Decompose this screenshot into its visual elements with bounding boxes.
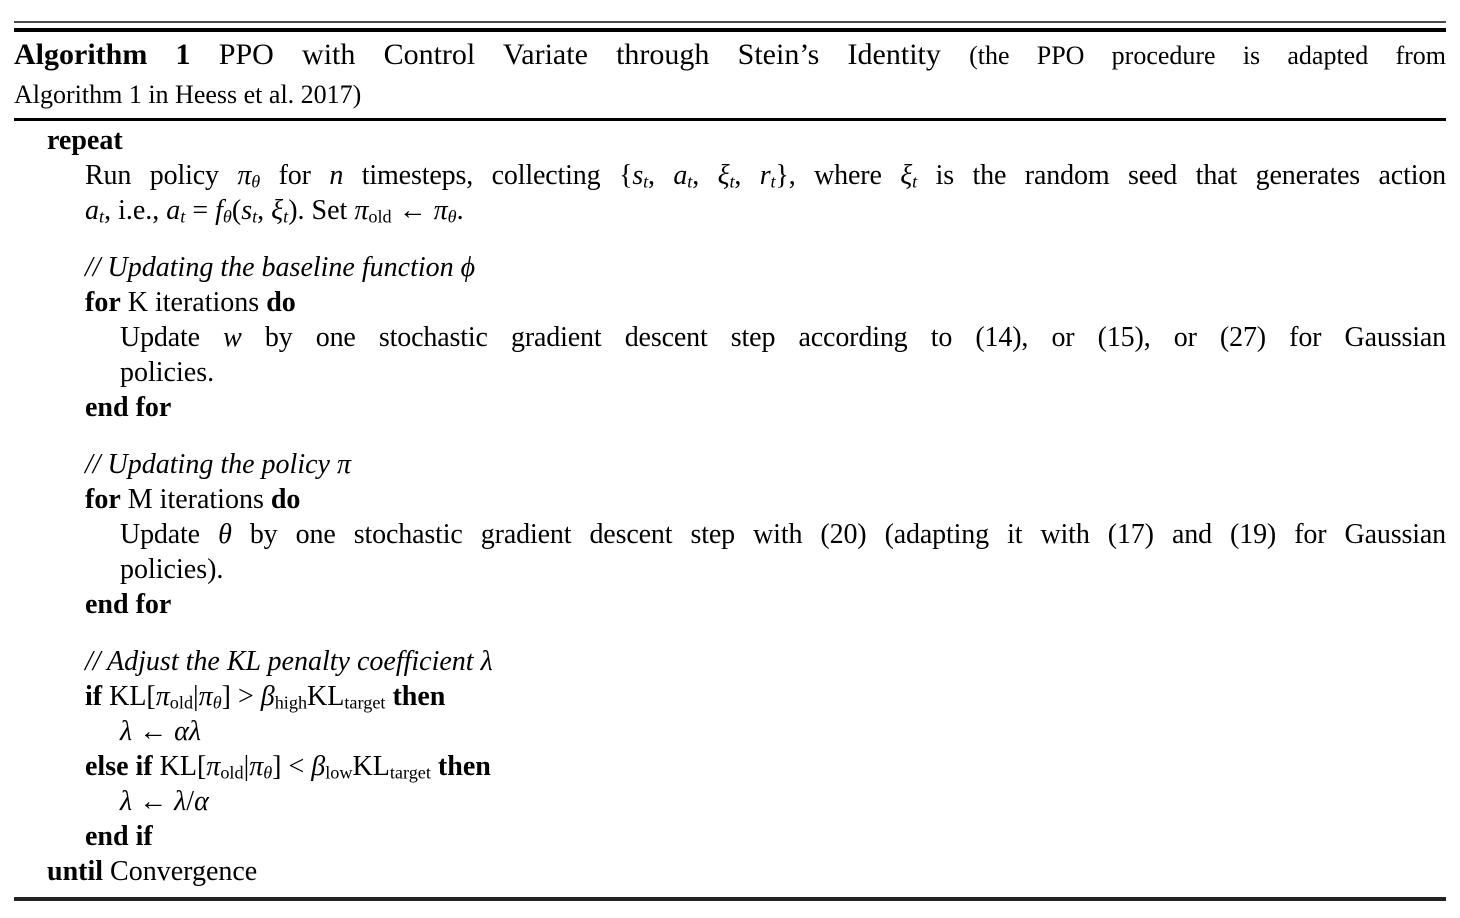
math-italic-fragment: f — [215, 195, 223, 226]
math-italic-fragment: π — [237, 160, 252, 191]
math-subscript: θ — [447, 206, 457, 227]
text-fragment: K iterations — [120, 287, 267, 318]
comment-fragment: // Adjust the KL penalty coefficient — [85, 646, 481, 677]
math-italic-fragment: n — [329, 160, 344, 191]
math-italic-fragment: λ — [120, 786, 133, 817]
lambda-decrease-line — [14, 784, 1446, 819]
keyword: end for — [85, 392, 172, 423]
keyword: then — [437, 751, 491, 782]
comment-fragment: // Updating the policy — [85, 449, 337, 480]
math-subscript: t — [180, 206, 186, 227]
math-roman-fragment: ] — [221, 681, 231, 712]
math-italic-fragment: w — [223, 322, 242, 353]
text-fragment: , — [734, 160, 760, 191]
text-fragment: , where — [788, 160, 901, 191]
top-rule-inner — [14, 28, 1446, 32]
math-italic-fragment: π — [433, 195, 448, 226]
text-fragment: M iterations — [120, 484, 271, 515]
math-italic-fragment: ξ — [271, 195, 284, 226]
collect-rollout-line-1 — [14, 158, 1446, 193]
text-fragment: . Set — [297, 195, 355, 226]
algorithm-caption — [14, 36, 1446, 114]
math-subscript: t — [912, 171, 918, 192]
math-roman-fragment: KL — [307, 681, 345, 712]
text-fragment — [153, 751, 160, 782]
lambda-increase-line — [14, 714, 1446, 749]
end-for-k-line — [14, 390, 1446, 425]
math-roman-fragment: KL[ — [159, 751, 207, 782]
math-subscript: θ — [263, 762, 273, 783]
keyword: for — [85, 287, 121, 318]
else-if-kl-low-line — [14, 749, 1446, 784]
text-fragment: Convergence — [103, 856, 258, 887]
text-fragment: policies). — [120, 554, 224, 585]
keyword: end for — [85, 589, 172, 620]
end-if-line — [14, 819, 1446, 854]
roman-subscript: high — [274, 692, 308, 713]
math-italic-fragment: r — [759, 160, 771, 191]
math-italic-fragment: a — [85, 195, 99, 226]
roman-subscript: old — [220, 762, 244, 783]
math-subscript: θ — [222, 206, 232, 227]
math-roman-fragment: KL[ — [109, 681, 156, 712]
text-fragment: Update — [120, 519, 219, 550]
caption-note-part2: Algorithm 1 in Heess et al. 2017) — [14, 80, 362, 109]
math-italic-fragment: α — [194, 786, 209, 817]
math-italic-fragment: αλ — [174, 716, 201, 747]
math-subscript: t — [770, 171, 776, 192]
math-italic-fragment: λ — [120, 716, 133, 747]
roman-subscript: old — [368, 206, 392, 227]
math-roman-fragment: | — [243, 751, 250, 782]
keyword: else if — [85, 751, 153, 782]
comment-fragment: // Updating the baseline function — [85, 252, 461, 283]
text-fragment: < — [281, 751, 312, 782]
text-fragment: policies. — [120, 357, 215, 388]
math-subscript: θ — [212, 692, 222, 713]
keyword: until — [47, 856, 104, 887]
text-fragment: = — [185, 195, 216, 226]
for-k-iterations-line — [14, 285, 1446, 320]
roman-subscript: old — [169, 692, 194, 713]
math-italic-fragment: s — [632, 160, 644, 191]
if-kl-high-line — [14, 679, 1446, 714]
algorithm-body — [14, 123, 1446, 889]
roman-subscript: low — [325, 762, 353, 783]
math-italic-fragment: π — [155, 681, 170, 712]
math-italic-fragment: π — [354, 195, 369, 226]
math-italic-fragment: λ — [174, 786, 187, 817]
text-fragment: . — [456, 195, 464, 226]
keyword: if — [85, 681, 103, 712]
math-italic-fragment: π — [198, 681, 213, 712]
caption-line-2 — [14, 75, 1446, 114]
end-for-m-line — [14, 587, 1446, 622]
text-fragment: , — [257, 195, 272, 226]
math-italic-fragment: s — [241, 195, 253, 226]
text-fragment: ← — [391, 195, 434, 226]
math-italic-fragment: π — [336, 449, 351, 480]
math-italic-fragment: ϕ — [460, 252, 476, 283]
text-fragment: > — [230, 681, 261, 712]
math-subscript: θ — [251, 171, 261, 192]
text-fragment: , — [648, 160, 674, 191]
until-line — [14, 854, 1446, 889]
algorithm-title: PPO with Control Variate through Stein’s Identity — [218, 38, 970, 71]
math-roman-fragment: ( — [231, 195, 242, 226]
math-italic-fragment: ξ — [900, 160, 913, 191]
text-fragment: by one stochastic gradient descent step with (20) (adapting it with (17) and (19) for Gaussian — [231, 519, 1447, 550]
math-roman-fragment: ] — [272, 751, 282, 782]
caption-note-part1: (the PPO procedure is adapted from — [969, 41, 1446, 70]
text-fragment: , i.e., — [104, 195, 167, 226]
text-fragment: by one stochastic gradient descent step according to (14), or (15), or (27) for Gaussian — [241, 322, 1446, 353]
math-italic-fragment: λ — [480, 646, 493, 677]
math-italic-fragment: a — [166, 195, 181, 226]
comment-baseline-update — [14, 250, 1446, 285]
math-subscript: t — [729, 171, 735, 192]
math-italic-fragment: θ — [218, 519, 232, 550]
math-subscript: t — [99, 206, 105, 227]
math-subscript: t — [687, 171, 693, 192]
math-roman-fragment: } — [775, 160, 789, 191]
keyword: for — [85, 484, 121, 515]
update-w-line-1 — [14, 320, 1446, 355]
top-rule-outer — [14, 21, 1446, 23]
math-subscript: t — [252, 206, 258, 227]
comment-kl-penalty — [14, 644, 1446, 679]
collect-rollout-line-2 — [14, 193, 1446, 228]
keyword: do — [266, 287, 296, 318]
keyword: do — [270, 484, 301, 515]
math-subscript: t — [283, 206, 289, 227]
text-fragment: Run policy — [85, 160, 238, 191]
math-italic-fragment: π — [206, 751, 221, 782]
math-roman-fragment: ) — [288, 195, 298, 226]
math-italic-fragment: β — [260, 681, 275, 712]
for-m-iterations-line — [14, 482, 1446, 517]
keyword: end if — [85, 821, 153, 852]
roman-subscript: target — [389, 762, 431, 783]
math-italic-fragment: a — [673, 160, 688, 191]
text-fragment: for — [260, 160, 330, 191]
caption-line-1 — [14, 36, 1446, 75]
math-italic-fragment: β — [311, 751, 326, 782]
text-fragment: , — [692, 160, 718, 191]
math-roman-fragment: / — [186, 786, 195, 817]
update-theta-line-1 — [14, 517, 1446, 552]
update-theta-line-2 — [14, 552, 1446, 587]
algorithm-number-label: Algorithm 1 — [14, 38, 219, 71]
comment-policy-update — [14, 447, 1446, 482]
keyword: then — [392, 681, 446, 712]
math-roman-fragment: { — [619, 160, 633, 191]
math-roman-fragment: | — [193, 681, 199, 712]
math-italic-fragment: ξ — [717, 160, 730, 191]
text-fragment: ← — [132, 786, 175, 817]
text-fragment: timesteps, collecting — [343, 160, 620, 191]
text-fragment: Update — [120, 322, 224, 353]
bottom-rule — [14, 897, 1446, 901]
math-roman-fragment: KL — [352, 751, 390, 782]
text-fragment: ← — [132, 716, 175, 747]
text-fragment: is the random seed that generates action — [917, 160, 1447, 191]
keyword: repeat — [47, 125, 123, 156]
roman-subscript: target — [344, 692, 386, 713]
repeat-line — [14, 123, 1446, 158]
text-fragment — [431, 751, 438, 782]
update-w-line-2 — [14, 355, 1446, 390]
math-italic-fragment: π — [249, 751, 264, 782]
caption-rule — [14, 118, 1446, 121]
math-subscript: t — [643, 171, 649, 192]
